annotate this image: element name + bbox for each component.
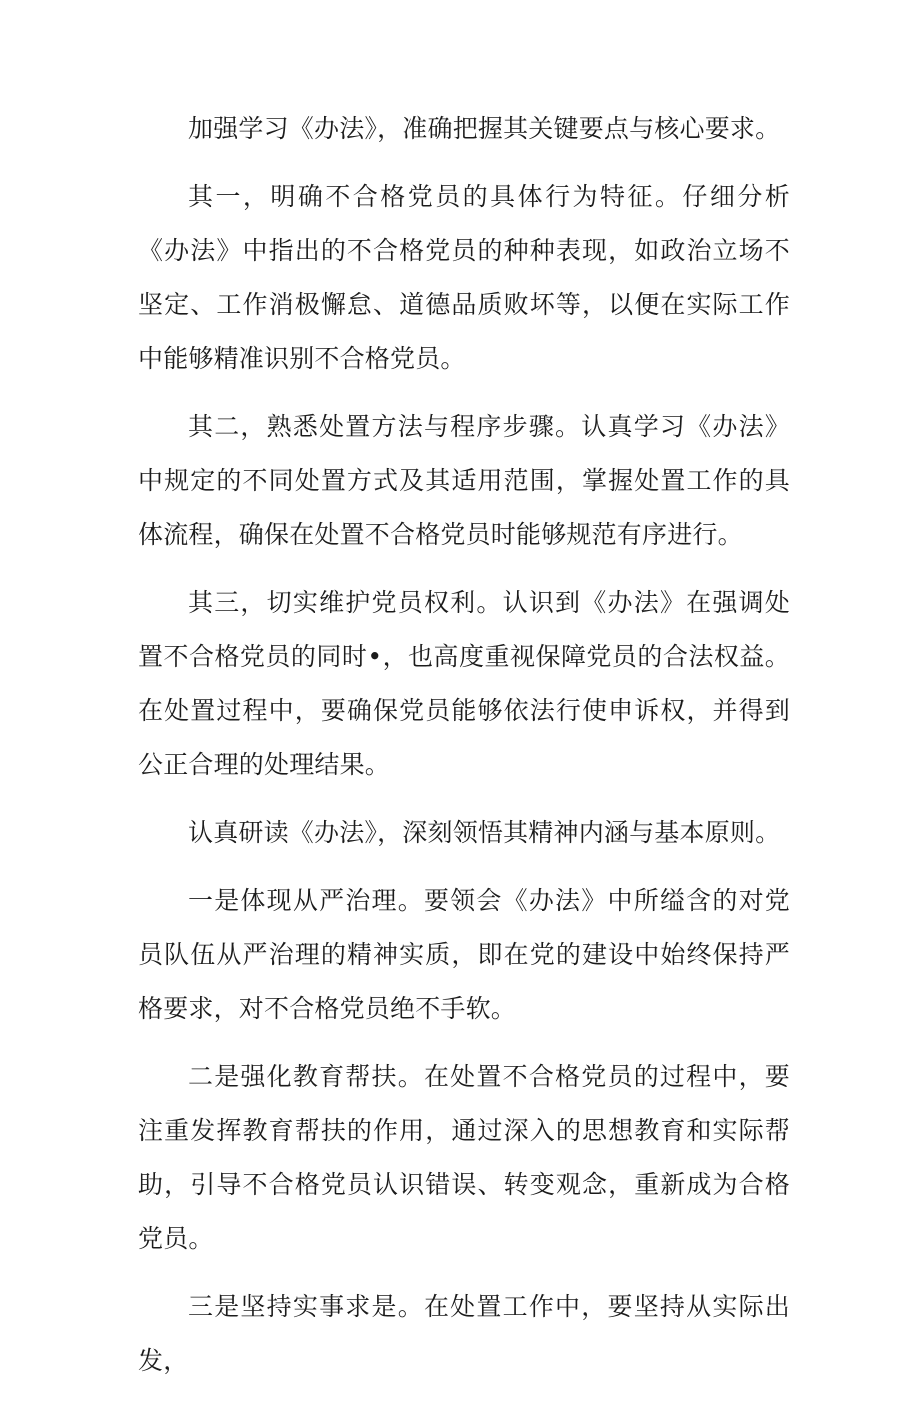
paragraph-point-one: 其一，明确不合格党员的具体行为特征。仔细分析《办法》中指出的不合格党员的种种表现，如政治立场不坚定、工作消极懈怠、道德品质败坏等，以便在实际工作中能够精准识别不合格党员。	[138, 182, 790, 373]
paragraph-principle-two: 二是强化教育帮扶。在处置不合格党员的过程中，要注重发挥教育帮扶的作用，通过深入的思想教育和实际帮助，引导不合格党员认识错误、转变观念，重新成为合格党员。	[138, 1062, 790, 1253]
document-body	[138, 102, 790, 1402]
paragraph-study-method: 加强学习《办法》，准确把握其关键要点与核心要求。	[188, 114, 781, 143]
paragraph-principle-three: 三是坚持实事求是。在处置工作中，要坚持从实际出发，	[138, 1292, 790, 1375]
paragraph-principle-one: 一是体现从严治理。要领会《办法》中所缢含的对党员队伍从严治理的精神实质，即在党的建设中始终保持严格要求，对不合格党员绝不手软。	[138, 886, 790, 1023]
paragraph-point-two: 其二，熟悉处置方法与程序步骤。认真学习《办法》中规定的不同处置方式及其适用范围，掌握处置工作的具体流程，确保在处置不合格党员时能够规范有序进行。	[138, 412, 790, 549]
paragraph-study-spirit: 认真研读《办法》，深刻领悟其精神内涵与基本原则。	[188, 818, 781, 847]
paragraph-point-three: 其三，切实维护党员权利。认识到《办法》在强调处置不合格党员的同时•，也高度重视保障党员的合法权益。在处置过程中，要确保党员能够依法行使申诉权，并得到公正合理的处理结果。	[138, 588, 790, 779]
